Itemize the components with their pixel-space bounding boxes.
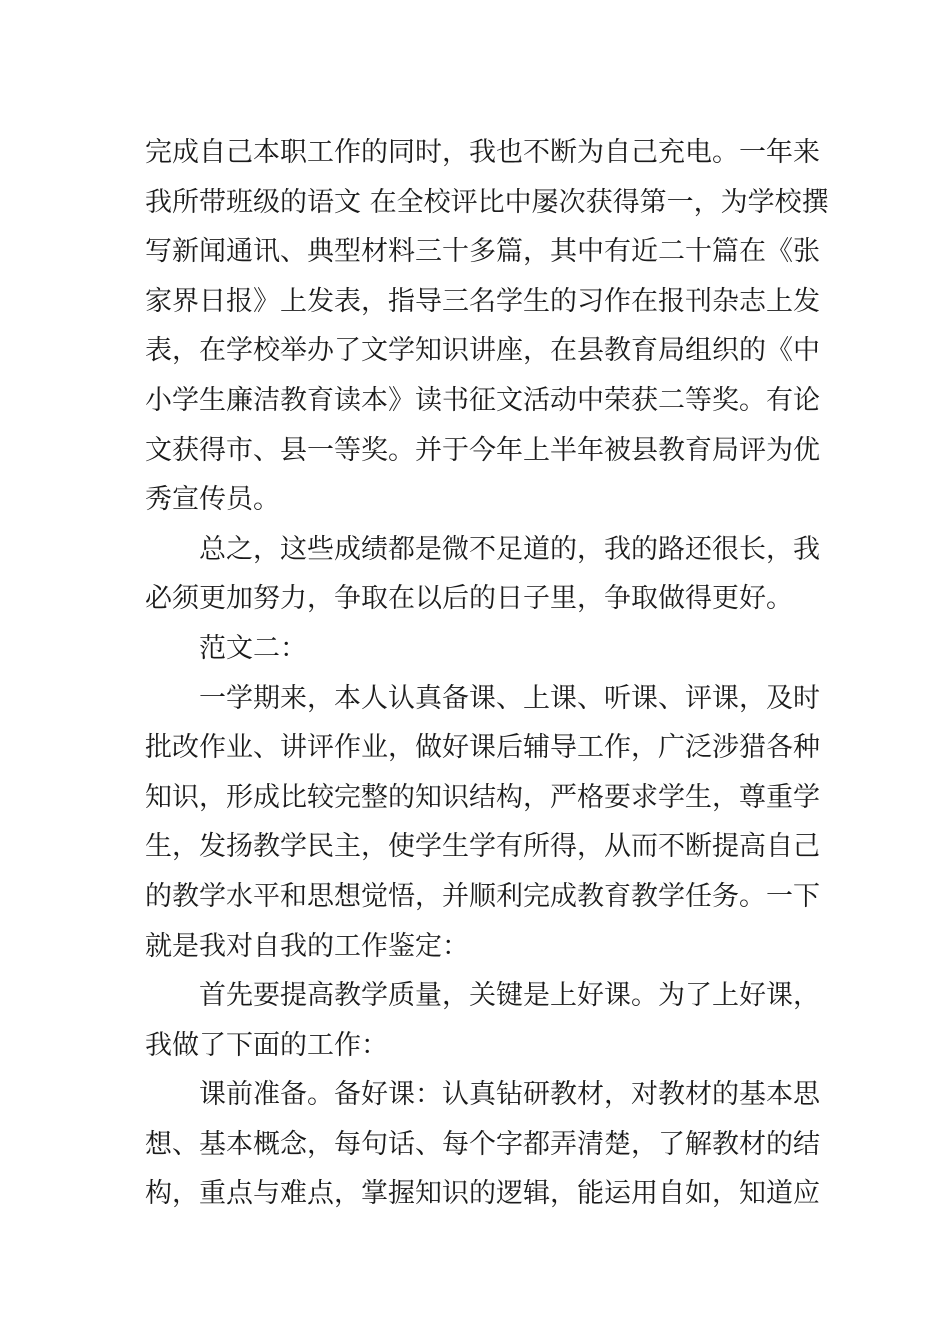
text-line: 首先要提高教学质量，关键是上好课。为了上好课， bbox=[199, 980, 820, 1012]
text-line: 必须更加努力，争取在以后的日子里，争取做得更好。 bbox=[145, 583, 793, 615]
section-heading-sample-two bbox=[145, 624, 807, 674]
text-line: 课前准备。备好课：认真钻研教材，对教材的基本思 bbox=[199, 1079, 820, 1111]
text-line: 就是我对自我的工作鉴定： bbox=[145, 930, 469, 962]
paragraph-summary bbox=[145, 525, 820, 624]
text-line: 知识，形成比较完整的知识结构，严格要求学生，尊重学 bbox=[145, 781, 820, 813]
text-line: 小学生廉洁教育读本》读书征文活动中荣获二等奖。有论 bbox=[145, 384, 820, 416]
text-line: 一学期来，本人认真备课、上课、听课、评课，及时 bbox=[199, 682, 820, 714]
text-line: 完成自己本职工作的同时，我也不断为自己充电。一年来 bbox=[145, 137, 820, 168]
text-line: 我所带班级的语文 在全校评比中屡次获得第一，为学校撰 bbox=[145, 186, 829, 218]
text-line: 构，重点与难点，掌握知识的逻辑，能运用自如，知道应 bbox=[145, 1178, 820, 1210]
body-text bbox=[145, 128, 829, 1219]
text-line: 总之，这些成绩都是微不足道的，我的路还很长，我 bbox=[199, 533, 820, 565]
text-line: 我做了下面的工作： bbox=[145, 1029, 388, 1061]
paragraph-semester-overview bbox=[145, 674, 820, 972]
text-line: 文获得市、县一等奖。并于今年上半年被县教育局评为优 bbox=[145, 434, 820, 466]
text-line: 表，在学校举办了文学知识讲座，在县教育局组织的《中 bbox=[145, 335, 820, 367]
text-line: 的教学水平和思想觉悟，并顺利完成教育教学任务。一下 bbox=[145, 880, 820, 912]
text-line: 范文二： bbox=[199, 632, 307, 664]
paragraph-teaching-quality bbox=[145, 971, 820, 1070]
text-line: 写新闻通讯、典型材料三十多篇，其中有近二十篇在《张 bbox=[145, 236, 820, 268]
text-line: 想、基本概念，每句话、每个字都弄清楚，了解教材的结 bbox=[145, 1128, 820, 1160]
text-line: 生，发扬教学民主，使学生学有所得，从而不断提高自己 bbox=[145, 831, 820, 863]
text-line: 家界日报》上发表，指导三名学生的习作在报刊杂志上发 bbox=[145, 285, 820, 317]
text-line: 秀宣传员。 bbox=[145, 484, 280, 516]
text-line: 批改作业、讲评作业，做好课后辅导工作，广泛涉猎各种 bbox=[145, 732, 820, 764]
paragraph-lesson-preparation bbox=[145, 1070, 820, 1219]
paragraph-achievements bbox=[145, 128, 829, 525]
